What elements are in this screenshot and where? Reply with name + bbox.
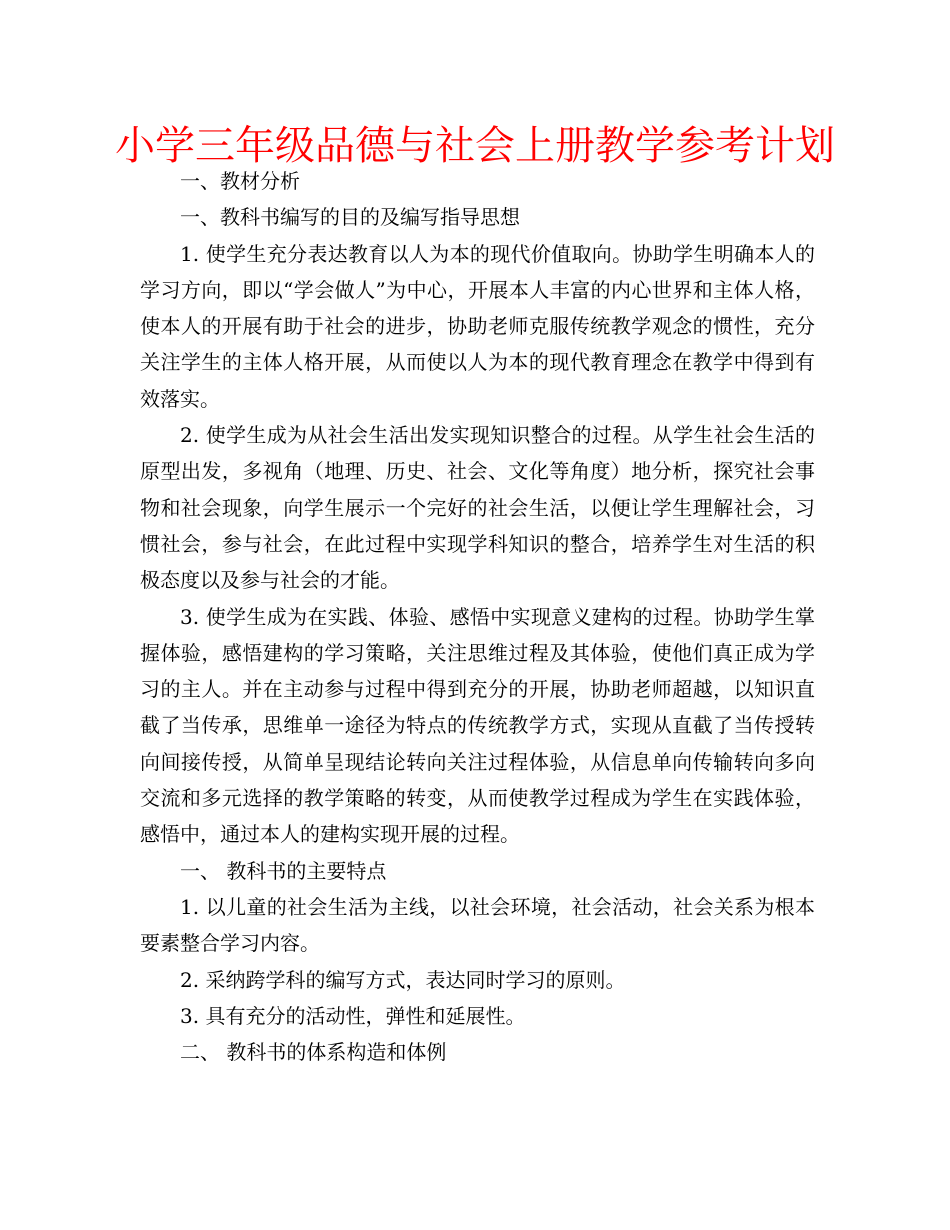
section-heading-materials-analysis: 一、教材分析 (180, 169, 300, 193)
subsection-heading-purpose: 一、教科书编写的目的及编写指导思想 (180, 205, 520, 230)
subsection-heading-structure: 二、 教科书的体系构造和体例 (180, 1040, 447, 1065)
subsection-heading-features: 一、 教科书的主要特点 (180, 858, 387, 883)
paragraph-point-1: 1. 使学生充分表达教育以人为本的现代价值取向。协助学生明确本人的学习方向，即以“学会做人”为中心，开展本人丰富的内心世界和主体人格，使本人的开展有助于社会的进步，协助老师克服传统教学观念的惯性，充分关注学生的主体人格开展，从而使以人为本的现代教育理念在教学中得到有效落实。 (140, 241, 815, 411)
paragraph-point-3: 3. 使学生成为在实践、体验、感悟中实现意义建构的过程。协助学生掌握体验，感悟建构的学习策略，关注思维过程及其体验，使他们真正成为学习的主人。并在主动参与过程中得到充分的开展，协助老师超越，以知识直截了当传承，思维单一途径为特点的传统教学方式，实现从直截了当传授转向间接传授，从简单呈现结论转向关注过程体验，从信息单向传输转向多向交流和多元选择的教学策略的转变，从而使教学过程成为学生在实践体验，感悟中，通过本人的建构实现开展的过程。 (140, 604, 815, 847)
feature-item-2: 2. 采纳跨学科的编写方式，表达同时学习的原则。 (180, 967, 626, 992)
paragraph-point-2: 2. 使学生成为从社会生活出发实现知识整合的过程。从学生社会生活的原型出发，多视角（地理、历史、社会、文化等角度）地分析，探究社会事物和社会现象，向学生展示一个完好的社会生活，以便让学生理解社会，习惯社会，参与社会，在此过程中实现学科知识的整合，培养学生对生活的积极态度以及参与社会的才能。 (140, 423, 815, 593)
feature-item-1: 1. 以儿童的社会生活为主线，以社会环境，社会活动，社会关系为根本要素整合学习内容。 (140, 894, 815, 956)
document-body (140, 163, 815, 1070)
feature-item-3: 3. 具有充分的活动性，弹性和延展性。 (180, 1003, 526, 1028)
document-title: 小学三年级品德与社会上册教学参考计划 (115, 123, 835, 169)
